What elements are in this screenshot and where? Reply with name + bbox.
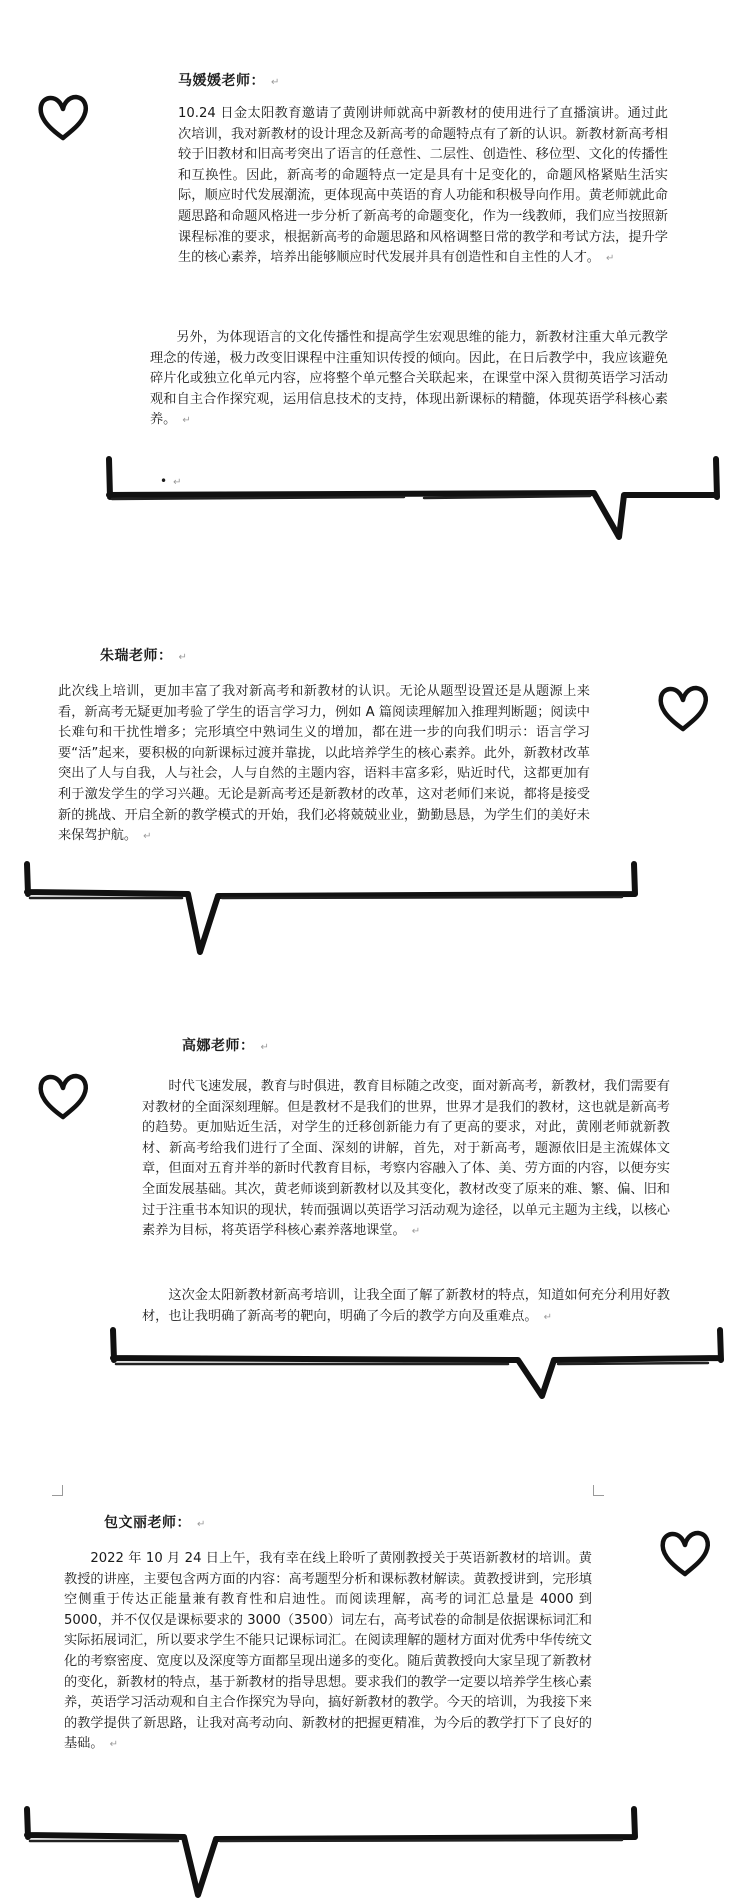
page-corner-mark (52, 1485, 63, 1496)
teacher-name: 包文丽老师： ↵ (104, 1515, 206, 1531)
teacher-name: 马媛媛老师： ↵ (178, 73, 280, 89)
speech-bubble-border (108, 1300, 728, 1400)
return-mark: ↵ (143, 831, 152, 843)
return-mark: ↵ (197, 1519, 206, 1530)
return-mark: ↵ (182, 415, 191, 427)
return-mark: ↵ (271, 77, 280, 88)
heart-icon (36, 92, 90, 142)
heart-icon (656, 683, 710, 733)
speech-bubble-border (104, 455, 724, 545)
return-mark: ↵ (178, 652, 188, 663)
heart-icon (36, 1071, 90, 1121)
comment-paragraph: 另外，为体现语言的文化传播性和提高学生宏观思维的能力，新教材注重大单元教学理念的传递，极力改变旧课程中注重知识传授的倾向。因此，在日后教学中，我应该避免碎片化或独立化单元内容，应将整个单元整合关联起来，在课堂中深入贯彻英语学习活动观和自主合作探究观，运用信息技术的支持，体现出新课标的精髓，体现英语学科核心素养。 ↵ (150, 330, 668, 428)
page-corner-mark (593, 1485, 604, 1496)
return-mark: ↵ (109, 1739, 118, 1751)
return-mark: ↵ (411, 1226, 421, 1238)
teacher-name: 高娜老师： ↵ (182, 1038, 270, 1054)
comment-paragraph: 此次线上培训，更加丰富了我对新高考和新教材的认识。无论从题型设置还是从题源上来看，新高考无疑更加考验了学生的语言学习力，例如 A 篇阅读理解加入推理判断题；阅读中长难句和干扰性增多；完形填空中熟词生义的增加，都在进一步的向我们明示：语言学习要“活”起来，要积极的向新课标过渡并靠拢，以此培养学生的核心素养。此外，新教材改革突出了人与自我，人与社会，人与自然的主题内容，语料丰富多彩，贴近时代，这都更加有利于激发学生的学习兴趣。无论是新高考还是新教材的改革，这对老师们来说，都将是接受新的挑战、开启全新的教学模式的开始，我们必将兢兢业业，勤勤恳恳，为学生们的美好未来保驾护航。 ↵ (58, 684, 590, 844)
comment-paragraph: 这次金太阳新教材新高考培训，让我全面了解了新教材的特点，知道如何充分利用好教材，也让我明确了新高考的靶向，明确了今后的教学方向及重难点。 ↵ (142, 1288, 670, 1324)
speech-bubble-border (22, 860, 642, 960)
return-mark: ↵ (606, 253, 615, 265)
comment-paragraph: 10.24 日金太阳教育邀请了黄刚讲师就高中新教材的使用进行了直播演讲。通过此次培训，我对新教材的设计理念及新高考的命题特点有了新的认识。新教材新高考相较于旧教材和旧高考突出了语言的任意性、二层性、创造性、移位型、文化的传播性和互换性。因此，新高考的命题特点一定是具有十足变化的，命题风格紧贴生活实际，顺应时代发展潮流，更体现高中英语的育人功能和积极导向作用。黄老师就此命题思路和命题风格进一步分析了新高考的命题变化，作为一线教师，我们应当按照新课程标准的要求，根据新高考的命题思路和风格调整日常的教学和考试方法，提升学生的核心素养，培养出能够顺应时代发展并具有创造性和自主性的人才。 ↵ (178, 106, 668, 266)
comment-paragraph: 2022 年 10 月 24 日上午，我有幸在线上聆听了黄刚教授关于英语新教材的培训。黄教授的讲座，主要包含两方面的内容：高考题型分析和课标教材解读。黄教授讲到，完形填空侧重于传达正能量兼有教育性和启迪性。而阅读理解，高考的词汇总量是 4000 到 5000，并不仅仅是课标要求的 3000（3500）词左右，高考试卷的命制是依据课标词汇和实际拓展词汇，所以要求学生不能只记课标词汇。在阅读理解的题材方面对优秀中华传统文化的考察密度、宽度以及深度等方面都呈现出递多的变化。随后黄教授向大家呈现了新教材的变化，新教材的特点，基于新教材的指导思想。要求我们的教学一定要以培养学生核心素养，英语学习活动观和自主合作探究为导向，搞好新教材的教学。今天的培训，为我接下来的教学提供了新思路，让我对高考动向、新教材的把握更精准，为今后的教学打下了良好的基础。 ↵ (64, 1551, 592, 1752)
return-mark: ↵ (543, 1311, 553, 1323)
heart-icon (658, 1528, 712, 1578)
return-mark: ↵ (260, 1042, 270, 1053)
speech-bubble-border (22, 1805, 642, 1901)
teacher-name: 朱瑞老师： ↵ (100, 648, 188, 664)
bullet-point: • ↵ (160, 474, 182, 488)
comment-paragraph: 时代飞速发展，教育与时俱进，教育目标随之改变，面对新高考，新教材，我们需要有对教材的全面深刻理解。但是教材不是我们的世界，世界才是我们的教材，这也就是新高考的趋势。更加贴近生活，对学生的迁移创新能力有了更高的要求，对此，黄刚老师就新教材、新高考给我们进行了全面、深刻的讲解，首先，对于新高考，题源依旧是主流媒体文章，但面对五育并举的新时代教育目标，考察内容融入了体、美、劳方面的内容，以便夯实全面发展基础。其次，黄老师谈到新教材以及其变化，教材改变了原来的难、繁、偏、旧和过于注重书本知识的现状，转而强调以英语学习活动观为途径，以单元主题为主线，以核心素养为目标，将英语学科核心素养落地课堂。 ↵ (142, 1079, 670, 1239)
